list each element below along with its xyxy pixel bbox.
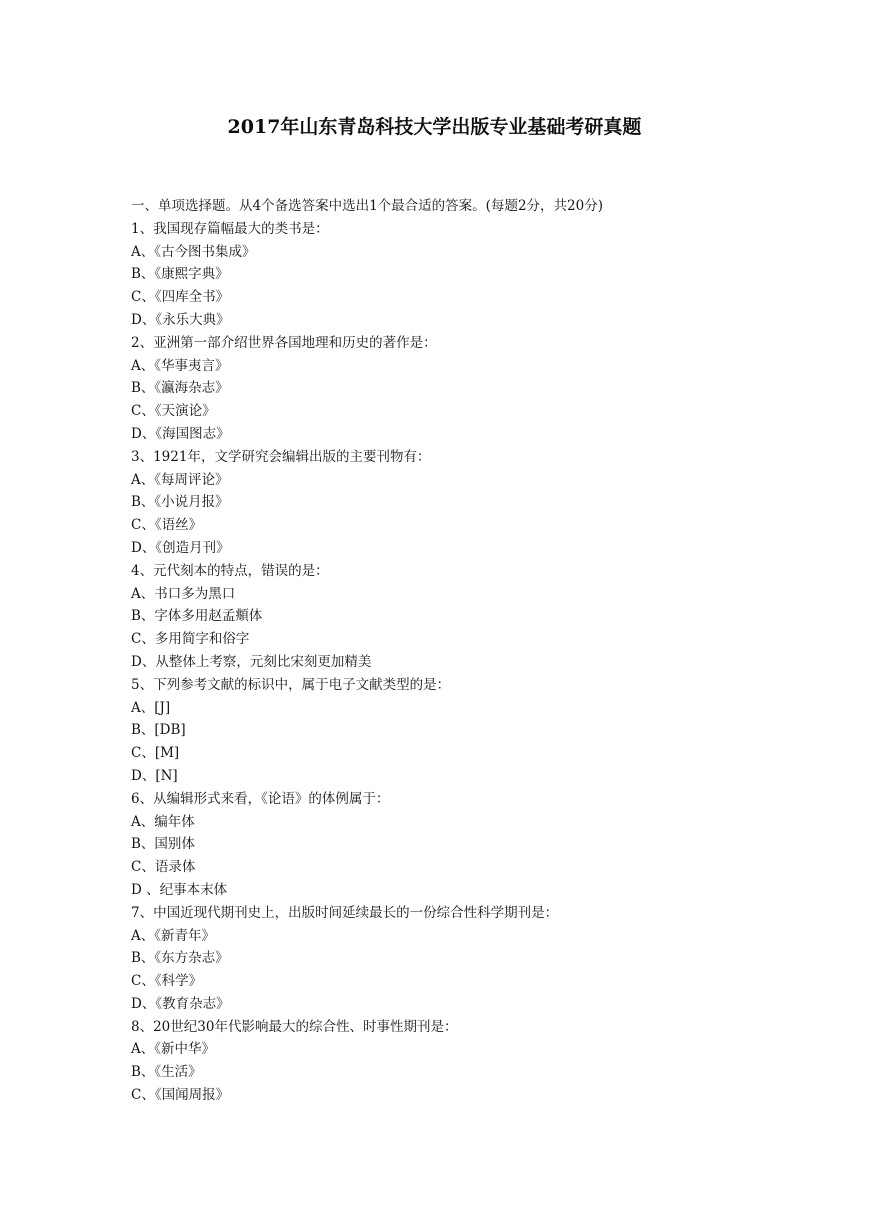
question-3: 3、1921年，文学研究会编辑出版的主要刊物有： (131, 448, 431, 465)
q6-option-a: A、编年体 (131, 813, 195, 830)
q6-option-c: C、语录体 (131, 859, 196, 876)
q3-option-c: C、《语丝》 (131, 517, 203, 534)
q7-option-a: A、《新青年》 (131, 927, 215, 944)
section-heading: 一、单项选择题。从4个备选答案中选出1个最合适的答案。(每题2分，共20分) (131, 198, 603, 214)
q2-option-b: B、《瀛海杂志》 (131, 380, 229, 397)
question-7: 7、中国近现代期刊史上，出版时间延续最长的一份综合性科学期刊是： (131, 904, 559, 921)
q7-option-c: C、《科学》 (131, 973, 203, 990)
question-4: 4、元代刻本的特点，错误的是： (131, 562, 329, 579)
question-1: 1、我国现存篇幅最大的类书是： (131, 220, 329, 237)
page-title: 2017年山东青岛科技大学出版专业基础考研真题 (227, 116, 642, 138)
q5-option-a: A、[J] (131, 699, 171, 716)
q7-option-d: D、《教育杂志》 (131, 995, 230, 1012)
q4-option-d: D、从整体上考察，元刻比宋刻更加精美 (131, 653, 372, 670)
question-2: 2、亚洲第一部介绍世界各国地理和历史的著作是： (131, 334, 437, 351)
q3-option-d: D、《创造月刊》 (131, 539, 230, 556)
q8-option-c: C、《国闻周报》 (131, 1087, 230, 1104)
question-6: 6、从编辑形式来看，《论语》的体例属于： (131, 790, 390, 807)
q4-option-b: B、字体多用赵孟頫体 (131, 608, 263, 625)
q3-option-b: B、《小说月报》 (131, 494, 229, 511)
q5-option-d: D、[N] (131, 767, 178, 784)
q1-option-c: C、《四库全书》 (131, 289, 230, 306)
q8-option-a: A、《新中华》 (131, 1041, 215, 1058)
q4-option-a: A、书口多为黑口 (131, 585, 236, 602)
q4-option-c: C、多用简字和俗字 (131, 631, 250, 648)
q2-option-a: A、《华事夷言》 (131, 357, 229, 374)
q3-option-a: A、《每周评论》 (131, 471, 229, 488)
q1-option-d: D、《永乐大典》 (131, 311, 230, 328)
q2-option-c: C、《天演论》 (131, 403, 216, 420)
q5-option-b: B、[DB] (131, 722, 186, 739)
q6-option-d: D 、纪事本末体 (131, 881, 228, 898)
q6-option-b: B、国别体 (131, 836, 195, 853)
q2-option-d: D、《海国图志》 (131, 425, 230, 442)
q1-option-b: B、《康熙字典》 (131, 266, 229, 283)
q7-option-b: B、《东方杂志》 (131, 950, 229, 967)
question-8: 8、20世纪30年代影响最大的综合性、时事性期刊是： (131, 1018, 458, 1035)
question-5: 5、下列参考文献的标识中，属于电子文献类型的是： (131, 676, 451, 693)
question-body (131, 195, 831, 1107)
q1-option-a: A、《古今图书集成》 (131, 243, 256, 260)
q5-option-c: C、[M] (131, 745, 180, 762)
q8-option-b: B、《生活》 (131, 1064, 202, 1081)
